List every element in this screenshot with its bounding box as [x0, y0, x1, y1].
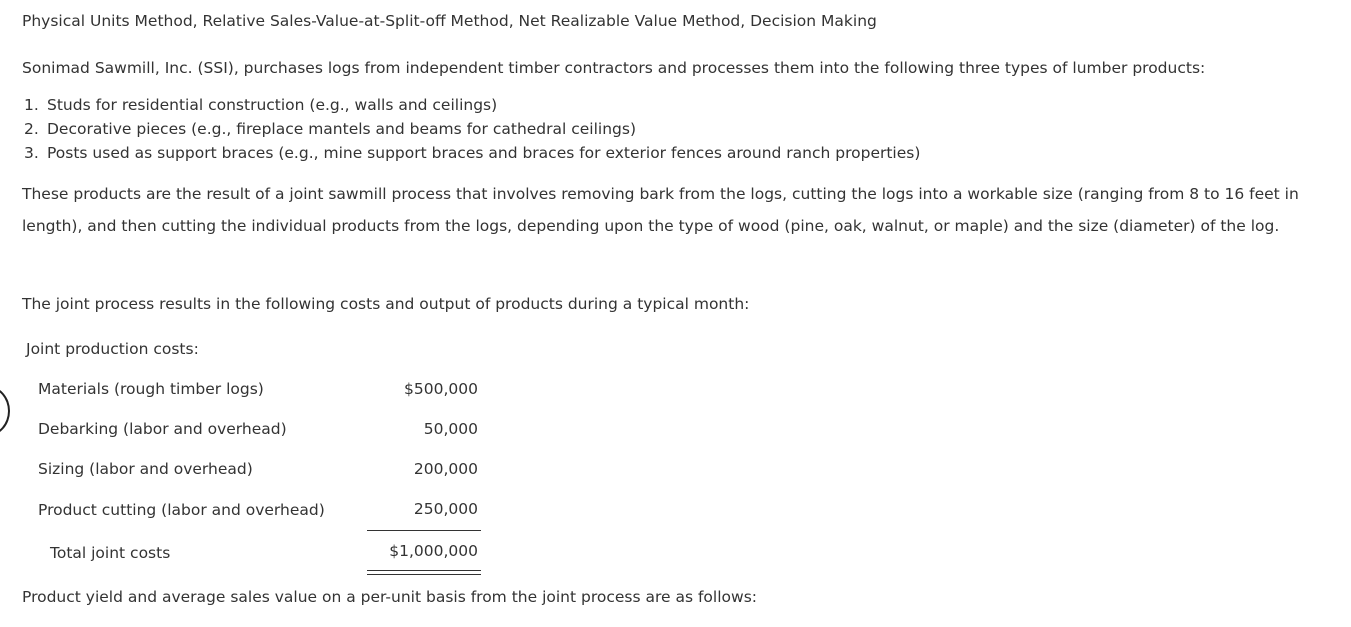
list-item-number: 1.	[24, 96, 39, 114]
edge-circle-decoration	[0, 386, 10, 436]
costs-intro: The joint process results in the following costs and output of products during a typical month:	[22, 295, 750, 313]
cost-row-value-debarking: 50,000	[423, 420, 478, 438]
product-list	[24, 93, 920, 165]
cost-row-value-materials: $500,000	[404, 380, 478, 398]
cost-row-value-sizing: 200,000	[413, 460, 478, 478]
total-double-rule	[367, 570, 481, 575]
subtotal-rule	[367, 530, 481, 531]
intro-paragraph: Sonimad Sawmill, Inc. (SSI), purchases logs from independent timber contractors and processes them into the following three types of lumber products:	[22, 59, 1206, 77]
cost-row-label-debarking: Debarking (labor and overhead)	[38, 420, 287, 438]
total-label: Total joint costs	[50, 544, 171, 562]
list-item	[24, 117, 920, 141]
joint-costs-heading: Joint production costs:	[26, 340, 199, 358]
closing-paragraph: Product yield and average sales value on a per-unit basis from the joint process are as follows:	[22, 588, 757, 606]
cost-row-value-product-cutting: 250,000	[413, 500, 478, 518]
cost-row-label-sizing: Sizing (labor and overhead)	[38, 460, 253, 478]
cost-row-label-materials: Materials (rough timber logs)	[38, 380, 264, 398]
list-item-text: Studs for residential construction (e.g., walls and ceilings)	[47, 96, 498, 114]
list-item	[24, 141, 920, 165]
total-value: $1,000,000	[389, 542, 478, 560]
process-paragraph: These products are the result of a joint sawmill process that involves removing bark from the logs, cutting the logs into a workable size (ranging from 8 to 16 feet in length), and then cutting the individual products from the logs, depending upon the type of wood (pine, oak, walnut, or maple) and the size (diameter) of the log.	[22, 185, 1299, 235]
list-item-number: 3.	[24, 144, 39, 162]
cost-row-label-product-cutting: Product cutting (labor and overhead)	[38, 501, 325, 519]
list-item	[24, 93, 920, 117]
list-item-number: 2.	[24, 120, 39, 138]
list-item-text: Decorative pieces (e.g., fireplace mantels and beams for cathedral ceilings)	[47, 120, 637, 138]
list-item-text: Posts used as support braces (e.g., mine support braces and braces for exterior fences around ranch properties)	[47, 144, 921, 162]
problem-title: Physical Units Method, Relative Sales-Value-at-Split-off Method, Net Realizable Value Method, Decision Making	[22, 12, 877, 30]
